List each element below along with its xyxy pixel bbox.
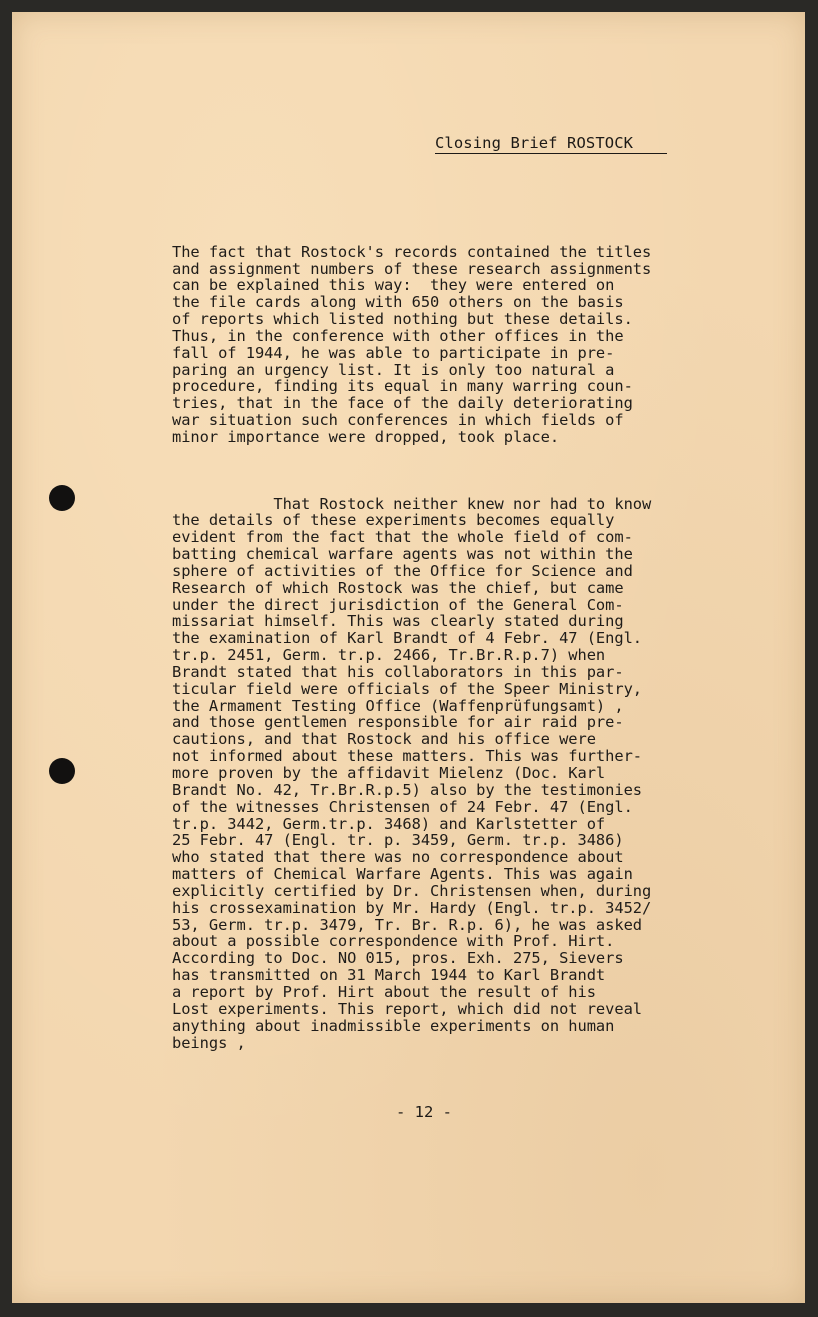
text-line: of reports which listed nothing but these details. — [172, 310, 633, 329]
text-line: and those gentlemen responsible for air raid pre- — [172, 713, 624, 732]
text-line: 53, Germ. tr.p. 3479, Tr. Br. R.p. 6), he was asked — [172, 915, 643, 934]
text-line: According to Doc. NO 015, pros. Exh. 275, Sievers — [172, 949, 624, 968]
text-line: batting chemical warfare agents was not within the — [172, 545, 633, 564]
text-line: the examination of Karl Brandt of 4 Febr. 47 (Engl. — [172, 629, 643, 648]
text-line: about a possible correspondence with Prof. Hirt. — [172, 932, 615, 951]
text-line: missariat himself. This was clearly stated during — [172, 612, 624, 631]
document-page — [12, 12, 805, 1303]
text-line: who stated that there was no correspondence about — [172, 848, 624, 867]
text-line: Lost experiments. This report, which did not reveal — [172, 999, 643, 1018]
text-line: of the witnesses Christensen of 24 Febr. 47 (Engl. — [172, 797, 633, 816]
text-line: under the direct jurisdiction of the General Com- — [172, 595, 624, 614]
text-line: explicitly certified by Dr. Christensen when, during — [172, 881, 652, 900]
text-line: matters of Chemical Warfare Agents. This was again — [172, 865, 633, 884]
text-line: procedure, finding its equal in many warring coun- — [172, 377, 633, 396]
document-body — [172, 210, 732, 1085]
page-number: - 12 - — [396, 1103, 452, 1121]
punch-hole-top — [49, 485, 75, 511]
text-line: the Armament Testing Office (Waffenprüfungsamt) , — [172, 696, 624, 715]
text-line: his crossexamination by Mr. Hardy (Engl. tr.p. 3452/ — [172, 898, 652, 917]
document-header: Closing Brief ROSTOCK — [435, 134, 634, 152]
text-line: That Rostock neither knew nor had to know — [172, 494, 652, 513]
punch-hole-bottom — [49, 758, 75, 784]
text-line: evident from the fact that the whole field of com- — [172, 528, 633, 547]
text-line: 25 Febr. 47 (Engl. tr. p. 3459, Germ. tr.p. 3486) — [172, 831, 624, 850]
text-line: Thus, in the conference with other offices in the — [172, 326, 624, 345]
text-line: sphere of activities of the Office for Science and — [172, 561, 633, 580]
text-line: Brandt stated that his collaborators in this par- — [172, 662, 624, 681]
text-line: war situation such conferences in which fields of — [172, 411, 624, 430]
text-line: more proven by the affidavit Mielenz (Doc. Karl — [172, 764, 606, 782]
text-line: not informed about these matters. This was further- — [172, 747, 643, 766]
text-line: beings , — [172, 1033, 246, 1052]
paragraph-1 — [172, 244, 732, 446]
text-line: has transmitted on 31 March 1944 to Karl Brandt — [172, 966, 606, 985]
text-line: the file cards along with 650 others on the basis — [172, 293, 624, 312]
text-line: ticular field were officials of the Speer Ministry, — [172, 679, 643, 698]
text-line: cautions, and that Rostock and his office were — [172, 730, 596, 749]
text-line: can be explained this way: they were entered on — [172, 276, 615, 295]
text-line: Brandt No. 42, Tr.Br.R.p.5) also by the testimonies — [172, 780, 643, 799]
text-line: paring an urgency list. It is only too natural a — [172, 360, 615, 379]
text-line: Research of which Rostock was the chief, but came — [172, 578, 624, 597]
text-line: The fact that Rostock's records contained the titles — [172, 242, 652, 261]
text-line: and assignment numbers of these research assignments — [172, 259, 652, 278]
text-line: a report by Prof. Hirt about the result of his — [172, 982, 596, 1001]
text-line: tries, that in the face of the daily deteriorating — [172, 394, 633, 413]
paragraph-2 — [172, 496, 732, 1052]
header-underline — [435, 153, 667, 154]
text-line: tr.p. 2451, Germ. tr.p. 2466, Tr.Br.R.p.7) when — [172, 646, 606, 665]
text-line: the details of these experiments becomes equally — [172, 511, 615, 530]
text-line: fall of 1944, he was able to participate in pre- — [172, 343, 615, 362]
text-line: minor importance were dropped, took place. — [172, 427, 560, 446]
text-line: anything about inadmissible experiments on human — [172, 1016, 615, 1035]
text-line: tr.p. 3442, Germ.tr.p. 3468) and Karlstetter of — [172, 814, 606, 833]
